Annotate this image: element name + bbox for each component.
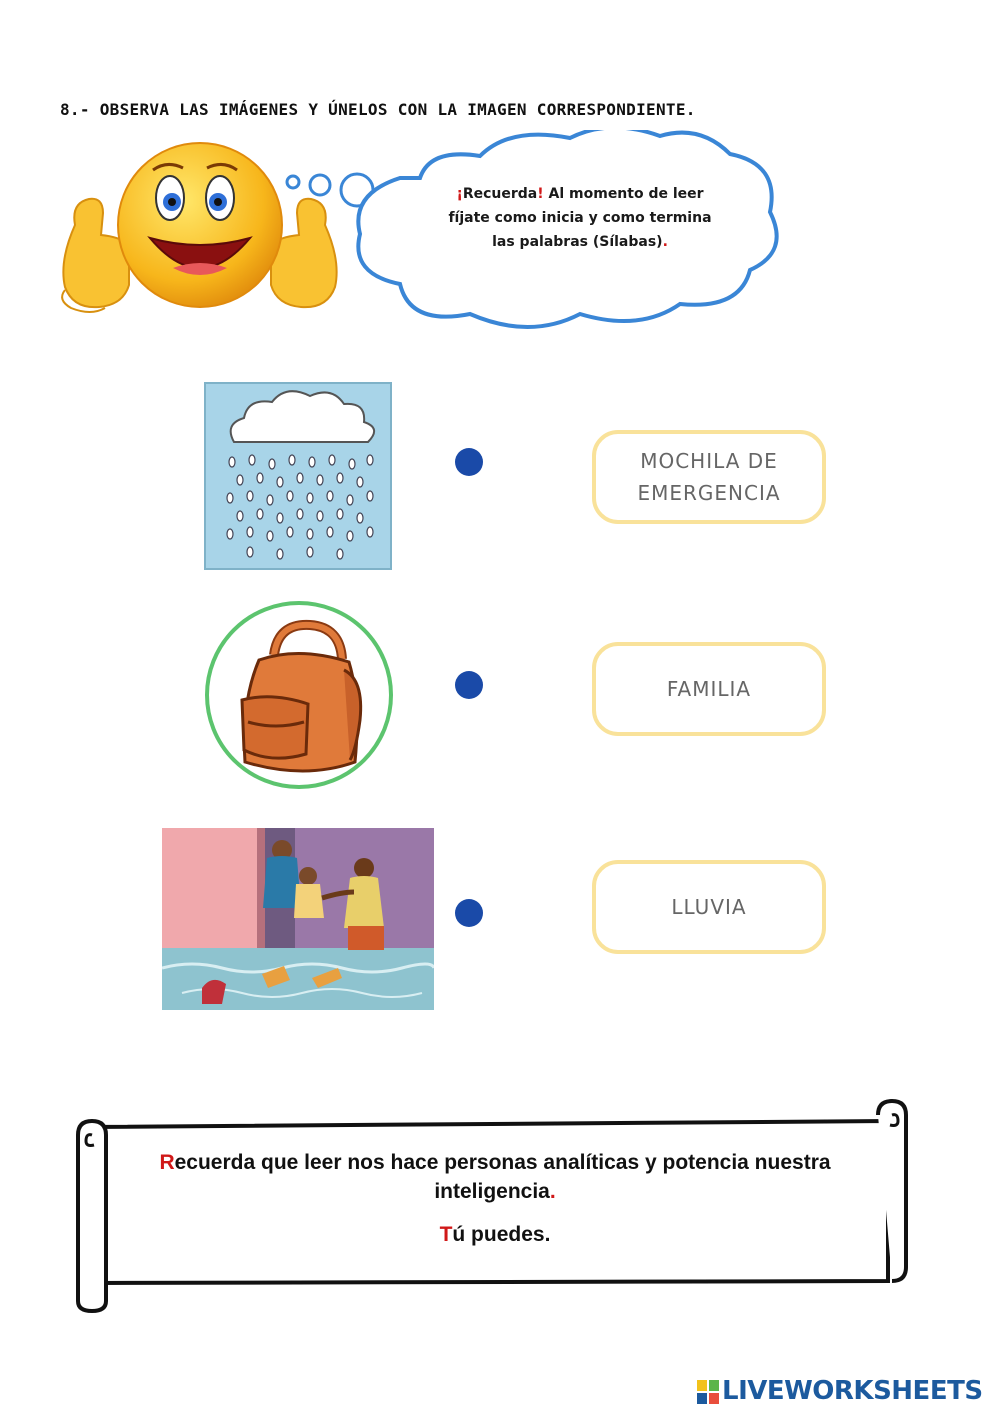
liveworksheets-logo-icon <box>697 1380 719 1404</box>
word-label: LLUVIA <box>671 895 747 919</box>
brand-name: LIVEWORKSHEETS <box>722 1376 983 1406</box>
word-label: MOCHILA DE <box>640 449 778 473</box>
word-label: FAMILIA <box>666 677 752 701</box>
exercise-title: 8.- OBSERVA LAS IMÁGENES Y ÚNELOS CON LA IMAGEN CORRESPONDIENTE. <box>60 100 696 119</box>
word-box-mochila[interactable] <box>592 430 826 524</box>
footer-message: Recuerda que leer nos hace personas analíticas y potencia nuestra inteligencia. Tú puedes. <box>159 1151 831 1246</box>
match-dot-3[interactable] <box>455 899 483 927</box>
flood-family-icon <box>162 828 434 1010</box>
rain-cloud-icon <box>204 382 392 570</box>
reminder-text: ¡Recuerda! Al momento de leer fíjate como inicia y como termina las palabras (Sílabas). <box>448 186 712 250</box>
word-label: EMERGENCIA <box>637 481 781 505</box>
match-dot-1[interactable] <box>455 448 483 476</box>
word-box-familia[interactable] <box>592 642 826 736</box>
word-box-lluvia[interactable] <box>592 860 826 954</box>
match-dot-2[interactable] <box>455 671 483 699</box>
backpack-icon <box>204 600 394 790</box>
